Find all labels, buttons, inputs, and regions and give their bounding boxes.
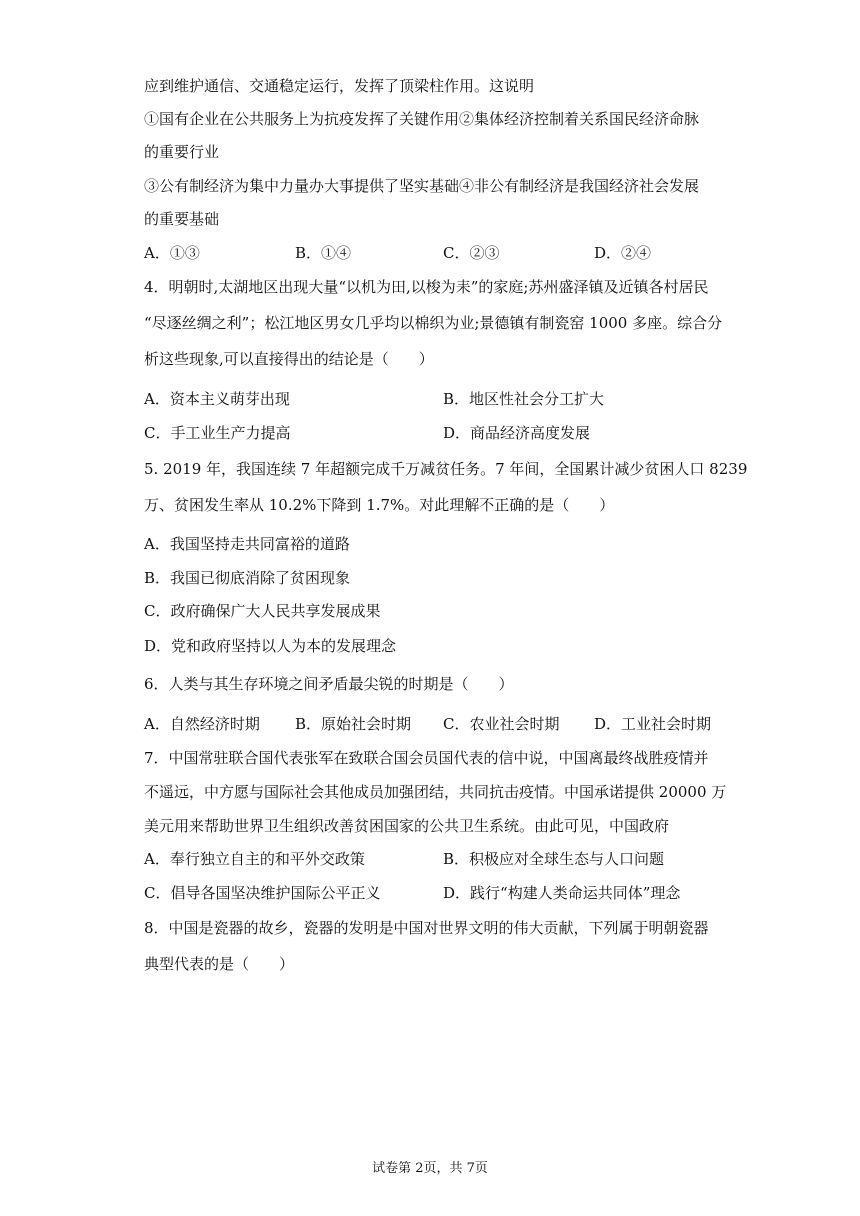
q6-option-c[interactable]: C．农业社会时期: [443, 715, 560, 733]
q3-option-d[interactable]: D．②④: [594, 244, 652, 262]
q6-stem: 6．人类与其生存环境之间矛盾最尖锐的时期是（ ）: [144, 675, 514, 693]
q7-option-b[interactable]: B．积极应对全球生态与人口问题: [443, 850, 665, 868]
q4-stem-line: 析这些现象,可以直接得出的结论是（ ）: [144, 350, 434, 368]
q4-option-d[interactable]: D．商品经济高度发展: [443, 424, 591, 442]
q5-stem-line: 万、贫困发生率从 10.2%下降到 1.7%。对此理解不正确的是（ ）: [144, 496, 615, 514]
q3-statement-line: ③公有制经济为集中力量办大事提供了坚实基础④非公有制经济是我国经济社会发展: [144, 177, 700, 195]
q3-statement-line: 的重要基础: [144, 210, 220, 228]
q3-option-c[interactable]: C．②③: [443, 244, 500, 262]
q5-option-d[interactable]: D．党和政府坚持以人为本的发展理念: [144, 637, 397, 655]
q7-stem-line: 美元用来帮助世界卫生组织改善贫困国家的公共卫生系统。由此可见，中国政府: [144, 817, 670, 835]
q6-option-b[interactable]: B．原始社会时期: [295, 715, 412, 733]
q5-option-c[interactable]: C．政府确保广大人民共享发展成果: [144, 602, 381, 620]
q7-stem-line: 不遥远，中方愿与国际社会其他成员加强团结，共同抗击疫情。中国承诺提供 20000 万: [144, 783, 727, 801]
q3-stem-continued: 应到维护通信、交通稳定运行，发挥了顶梁柱作用。这说明: [144, 77, 535, 95]
q5-option-a[interactable]: A．我国坚持走共同富裕的道路: [144, 535, 350, 553]
q6-option-d[interactable]: D．工业社会时期: [594, 715, 712, 733]
q5-option-b[interactable]: B．我国已彻底消除了贫困现象: [144, 569, 351, 587]
q6-option-a[interactable]: A．自然经济时期: [144, 715, 260, 733]
q4-option-b[interactable]: B．地区性社会分工扩大: [443, 390, 605, 408]
page-footer: 试卷第 2页，共 7页: [372, 1161, 488, 1176]
q4-stem-line: “尽逐丝绸之利”；松江地区男女几乎均以棉织为业;景德镇有制瓷窑 1000 多座。综合分: [144, 314, 723, 332]
q3-statement-line: ①国有企业在公共服务上为抗疫发挥了关键作用②集体经济控制着关系国民经济命脉: [144, 110, 700, 128]
q5-stem-line: 5. 2019 年，我国连续 7 年超额完成千万减贫任务。7 年间，全国累计减少贫困人口 8239: [144, 460, 748, 478]
q3-statement-line: 的重要行业: [144, 143, 220, 161]
q4-option-c[interactable]: C．手工业生产力提高: [144, 424, 291, 442]
q8-stem-line: 典型代表的是（ ）: [144, 955, 295, 973]
q7-option-c[interactable]: C．倡导各国坚决维护国际公平正义: [144, 884, 381, 902]
q8-stem-line: 8．中国是瓷器的故乡，瓷器的发明是中国对世界文明的伟大贡献，下列属于明朝瓷器: [144, 919, 709, 937]
q7-option-a[interactable]: A．奉行独立自主的和平外交政策: [144, 850, 365, 868]
q4-option-a[interactable]: A．资本主义萌芽出现: [144, 390, 290, 408]
q3-option-b[interactable]: B．①④: [295, 244, 352, 262]
q3-option-a[interactable]: A．①③: [144, 244, 200, 262]
q7-option-d[interactable]: D．践行“构建人类命运共同体”理念: [443, 884, 681, 902]
q4-stem-line: 4．明朝时,太湖地区出现大量“以机为田,以梭为耒”的家庭;苏州盛泽镇及近镇各村居民: [144, 278, 709, 296]
q7-stem-line: 7．中国常驻联合国代表张军在致联合国会员国代表的信中说，中国离最终战胜疫情并: [144, 749, 709, 767]
